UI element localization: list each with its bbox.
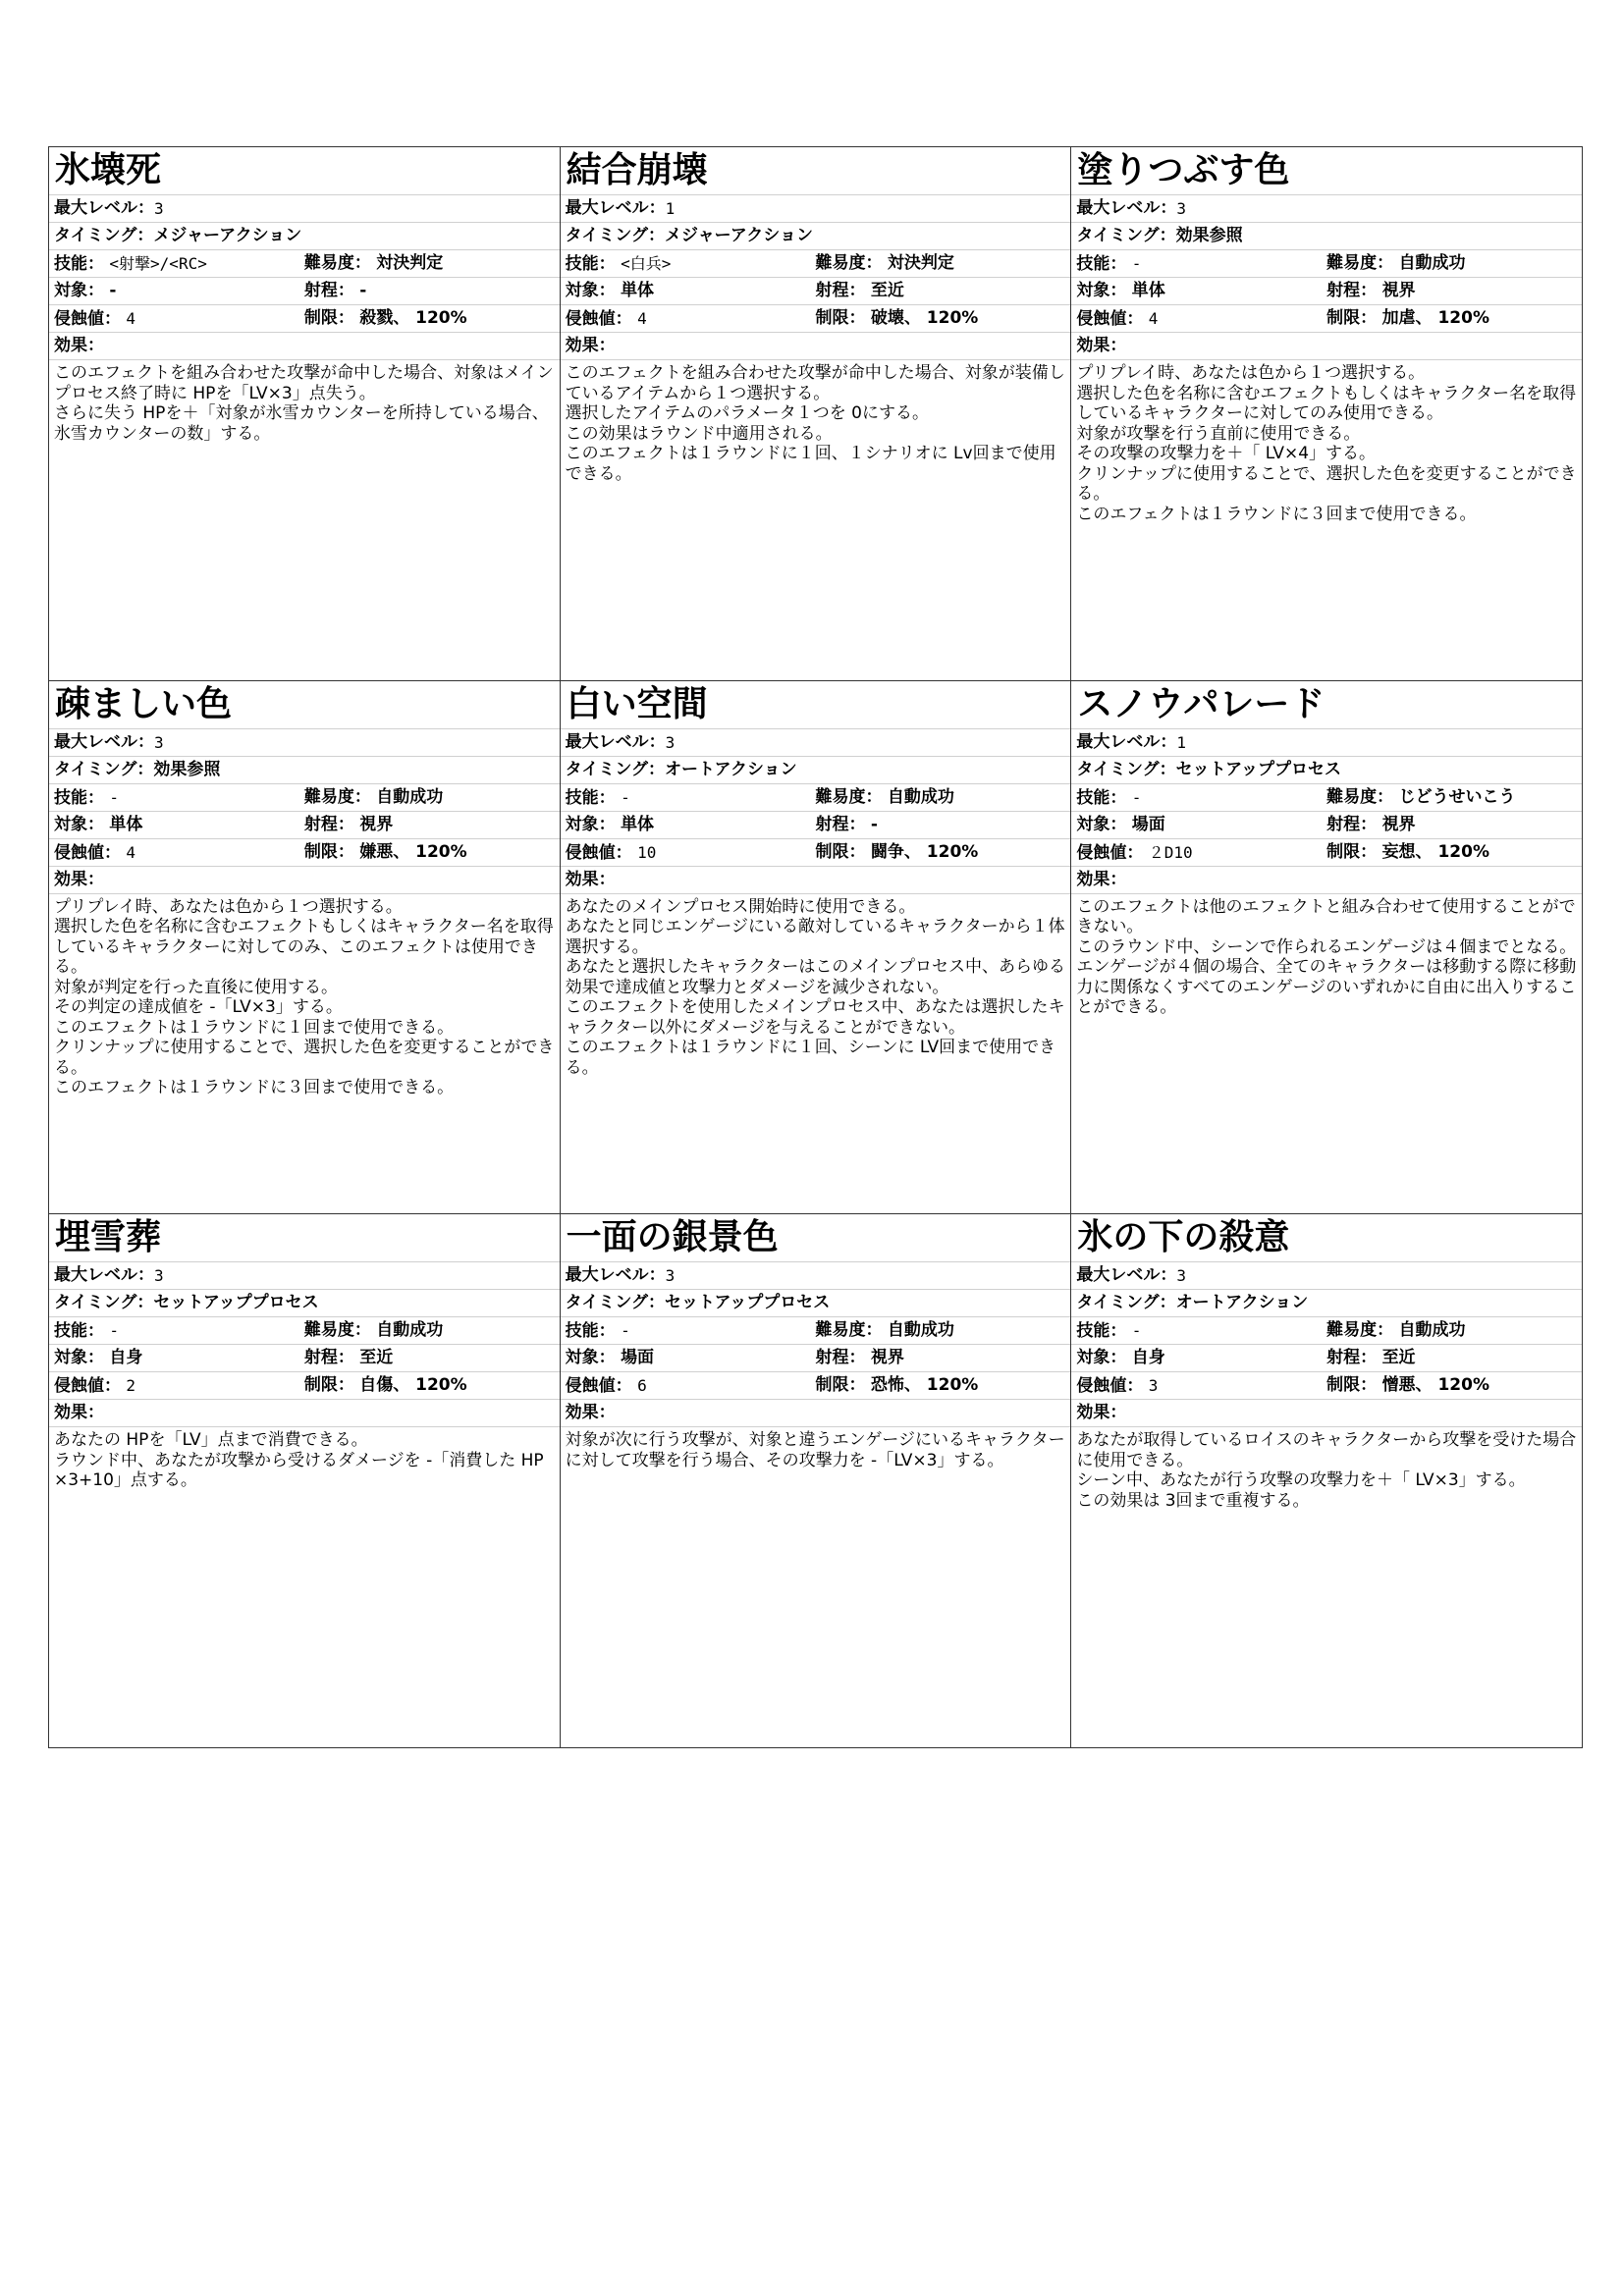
target-value: 場面 [621,1348,655,1368]
card-title: 氷壊死 [49,147,560,195]
skill-value: - [1131,254,1142,273]
max-level-row [561,1262,1071,1290]
timing-label: タイミング： [565,759,665,779]
limit-value: 闘争、 120% [870,841,979,862]
difficulty-label: 難易度： [303,786,371,807]
range-value: 至近 [1381,1348,1416,1368]
skill-value: <白兵> [621,254,672,273]
range-cell [1326,812,1577,838]
effect-label: 効果： [565,1403,616,1423]
effect-description: プリプレイ時、あなたは色から１つ選択する。 選択した色を名称に含むエフェクトもしくはキャラクター名を取得しているキャラクターに対してのみ、このエフェクトは使用できる。 対象が判定を行った直後に使用する。 その判定の達成値を -「LV×3」する。 このエフェクトは１ラウンドに１回まで使用できる。 クリンナップに使用することで、選択した色を変更することができる。 このエフェクトは１ラウンドに３回まで使用できる。 [54,896,555,1098]
erosion-value: 3 [1148,1376,1159,1396]
target-range-row [49,278,560,305]
erosion-limit-row [1071,305,1582,333]
max-level-row [49,195,560,223]
effect-card [561,1214,1072,1748]
target-value: 自身 [1131,1348,1165,1368]
target-cell [566,278,816,304]
timing-value: オートアクション [664,759,797,779]
effect-description: プリプレイ時、あなたは色から１つ選択する。 選択した色を名称に含むエフェクトもしくはキャラクター名を取得しているキャラクターに対してのみ使用できる。 対象が攻撃を行う直前に使用できる。 その攻撃の攻撃力を＋「 LV×4」する。 クリンナップに使用することで、選択した色を変更することができる。 このエフェクトは１ラウンドに３回まで使用できる。 [1076,363,1577,524]
target-range-row [561,278,1071,305]
limit-value: 殺戮、 120% [359,308,467,328]
card-title: 一面の銀景色 [561,1214,1071,1262]
limit-label: 制限： [815,841,866,862]
target-cell [54,1345,304,1371]
card-title: 埋雪葬 [49,1214,560,1262]
erosion-limit-row [49,1372,560,1400]
erosion-limit-row [561,839,1071,867]
effect-description: このエフェクトを組み合わせた攻撃が命中した場合、対象が装備しているアイテムから１つ選択する。 選択したアイテムのパラメータ１つを 0にする。 この効果はラウンド中適用される。 このエフェクトは１ラウンドに１回、１シナリオに Lv回まで使用できる。 [565,363,1065,484]
skill-cell [54,784,304,811]
limit-cell [1326,305,1577,332]
target-value: 単体 [1131,281,1165,300]
erosion-limit-row [561,1372,1071,1400]
skill-cell [1076,1317,1326,1344]
target-value: 単体 [621,814,655,834]
skill-cell [566,250,816,277]
max-level-value: 3 [1176,199,1186,218]
difficulty-cell [304,784,555,811]
difficulty-label: 難易度： [1326,1320,1394,1341]
skill-value: - [109,787,120,807]
limit-label: 制限： [303,1375,354,1396]
timing-value: セットアッププロセス [664,1293,831,1313]
range-value: 視界 [1381,814,1416,834]
target-range-row [1071,1345,1582,1372]
max-level-label: 最大レベル： [54,731,154,752]
range-label: 射程： [1326,1348,1378,1368]
max-level-label: 最大レベル： [1076,731,1177,752]
target-cell [566,812,816,838]
effect-card [1071,147,1583,681]
difficulty-value: 自動成功 [1398,1320,1466,1341]
card-title: 塗りつぶす色 [1071,147,1582,195]
limit-cell [1326,839,1577,866]
effect-description: このエフェクトは他のエフェクトと組み合わせて使用することができない。 このラウンド中、シーンで作られるエンゲージは４個までとなる。 エンゲージが４個の場合、全てのキャラクターは移動する際に移動力に関係なくすべてのエンゲージのいずれかに自由に出入りすることができる。 [1076,896,1577,1018]
max-level-value: 1 [665,199,676,218]
target-value: 単体 [621,281,655,300]
erosion-value: 4 [1148,309,1159,328]
difficulty-value: 自動成功 [376,786,444,807]
difficulty-cell [304,250,555,277]
erosion-label: 侵蝕値： [54,842,121,863]
effect-label: 効果： [1076,336,1127,355]
effect-card-grid [48,146,1583,1748]
erosion-cell [566,839,816,866]
limit-cell [815,839,1065,866]
card-title: 結合崩壊 [561,147,1071,195]
max-level-label: 最大レベル： [54,1265,154,1286]
skill-value: - [109,1321,120,1341]
effect-label: 効果： [565,869,616,889]
timing-value: メジャーアクション [153,226,302,245]
limit-label: 制限： [1326,308,1378,328]
range-label: 射程： [815,814,866,834]
skill-difficulty-row [561,784,1071,812]
card-title: 氷の下の殺意 [1071,1214,1582,1262]
timing-value: セットアッププロセス [1175,759,1341,779]
timing-value: 効果参照 [153,759,221,779]
max-level-row [49,1262,560,1290]
difficulty-value: 自動成功 [376,1320,444,1341]
card-title: 白い空間 [561,681,1071,729]
difficulty-label: 難易度： [815,253,883,273]
erosion-cell [566,305,816,332]
skill-difficulty-row [561,1317,1071,1345]
max-level-row [561,729,1071,757]
limit-value: 嫌悪、 120% [359,841,467,862]
timing-row [49,223,560,250]
target-range-row [49,1345,560,1372]
timing-row [561,223,1071,250]
effect-description: あなたの HPを「LV」点まで消費できる。 ラウンド中、あなたが攻撃から受けるダメージを -「消費した HP×3+10」点する。 [54,1430,544,1491]
limit-value: 破壊、 120% [870,308,979,328]
effect-header-row [1071,1400,1582,1427]
max-level-value: 3 [665,732,676,752]
card-title: 疎ましい色 [49,681,560,729]
max-level-row [1071,195,1582,223]
limit-value: 加虐、 120% [1381,308,1489,328]
max-level-row [1071,1262,1582,1290]
erosion-limit-row [1071,1372,1582,1400]
timing-row [49,1290,560,1317]
skill-value: - [621,1321,630,1341]
skill-label: 技能： [565,787,616,808]
skill-cell [566,1317,816,1344]
effect-card [561,681,1072,1215]
erosion-cell [1076,1372,1326,1399]
erosion-label: 侵蝕値： [1076,842,1144,863]
max-level-value: 3 [154,732,164,752]
target-value: - [109,281,117,300]
effect-card [1071,1214,1583,1748]
range-value: 視界 [359,814,394,834]
effect-label: 効果： [54,336,104,355]
skill-label: 技能： [54,1321,104,1342]
skill-value: - [1131,1321,1142,1341]
skill-cell [1076,250,1326,277]
range-value: - [359,281,367,300]
timing-label: タイミング： [1076,226,1176,245]
timing-label: タイミング： [54,759,154,779]
limit-value: 憎悪、 120% [1381,1375,1489,1396]
difficulty-value: 自動成功 [887,786,954,807]
max-level-label: 最大レベル： [54,198,154,218]
effect-description: あなたのメインプロセス開始時に使用できる。 あなたと同じエンゲージにいる敵対しているキャラクターから１体選択する。 あなたと選択したキャラクターはこのメインプロセス中、あらゆる効果で達成値と攻撃力とダメージを減少されない。 このエフェクトを使用したメインプロセス中、あなたは選択したキャラクター以外にダメージを与えることができない。 このエフェクトは１ラウンドに１回、シーンに LV回まで使用できる。 [565,896,1065,1078]
erosion-value: ２D10 [1148,842,1193,862]
skill-difficulty-row [1071,784,1582,812]
timing-label: タイミング： [54,226,154,245]
skill-label: 技能： [54,787,104,808]
effect-header-row [49,867,560,894]
range-label: 射程： [1326,814,1378,834]
difficulty-label: 難易度： [1326,786,1394,807]
range-value: 視界 [870,1348,904,1368]
target-label: 対象： [1076,814,1127,834]
difficulty-cell [815,784,1065,811]
timing-value: 効果参照 [1175,226,1243,245]
erosion-cell [54,839,304,866]
skill-label: 技能： [54,254,104,274]
effect-card [49,1214,561,1748]
target-cell [54,278,304,304]
skill-difficulty-row [49,1317,560,1345]
erosion-value: 6 [637,1376,647,1396]
target-range-row [561,1345,1071,1372]
target-range-row [561,812,1071,839]
max-level-label: 最大レベル： [565,198,666,218]
erosion-cell [1076,305,1326,332]
erosion-limit-row [561,305,1071,333]
card-title: スノウパレード [1071,681,1582,729]
range-cell [1326,278,1577,304]
target-label: 対象： [565,281,616,300]
skill-difficulty-row [561,250,1071,278]
limit-label: 制限： [815,1375,866,1396]
timing-value: メジャーアクション [664,226,813,245]
skill-cell [566,784,816,811]
max-level-value: 3 [665,1266,676,1286]
limit-label: 制限： [1326,841,1378,862]
target-label: 対象： [565,1348,616,1368]
erosion-cell [566,1372,816,1399]
erosion-value: 10 [637,842,657,862]
erosion-label: 侵蝕値： [565,842,632,863]
effect-label: 効果： [565,336,616,355]
range-value: - [870,814,878,834]
erosion-limit-row [49,839,560,867]
timing-label: タイミング： [1076,759,1176,779]
target-label: 対象： [1076,1348,1127,1368]
timing-label: タイミング： [565,1293,665,1313]
limit-cell [1326,1372,1577,1399]
target-value: 場面 [1131,814,1165,834]
target-cell [54,812,304,838]
target-label: 対象： [54,281,104,300]
target-cell [1076,278,1326,304]
max-level-value: 3 [154,1266,164,1286]
timing-row [561,757,1071,784]
difficulty-cell [1326,784,1577,811]
erosion-label: 侵蝕値： [565,309,632,329]
timing-label: タイミング： [1076,1293,1176,1313]
range-cell [1326,1345,1577,1371]
effect-label: 効果： [54,1403,104,1423]
effect-header-row [561,333,1071,360]
target-range-row [1071,812,1582,839]
effect-description: あなたが取得しているロイスのキャラクターから攻撃を受けた場合に使用できる。 シーン中、あなたが行う攻撃の攻撃力を＋「 LV×3」する。 この効果は 3回まで重複する。 [1076,1430,1577,1511]
range-label: 射程： [303,1348,354,1368]
timing-row [561,1290,1071,1317]
skill-cell [1076,784,1326,811]
erosion-cell [54,1372,304,1399]
range-value: 至近 [870,281,904,300]
target-label: 対象： [54,1348,104,1368]
skill-difficulty-row [1071,250,1582,278]
range-label: 射程： [303,814,354,834]
effect-header-row [49,1400,560,1427]
target-label: 対象： [54,814,104,834]
difficulty-cell [1326,250,1577,277]
skill-difficulty-row [1071,1317,1582,1345]
difficulty-cell [815,250,1065,277]
max-level-label: 最大レベル： [565,731,666,752]
limit-label: 制限： [303,308,354,328]
timing-label: タイミング： [54,1293,154,1313]
effect-description: 対象が次に行う攻撃が、対象と違うエンゲージにいるキャラクターに対して攻撃を行う場合、その攻撃力を -「LV×3」する。 [565,1430,1065,1470]
limit-label: 制限： [815,308,866,328]
range-cell [815,1345,1065,1371]
max-level-label: 最大レベル： [565,1265,666,1286]
skill-value: <射撃>/<RC> [109,254,207,273]
max-level-row [49,729,560,757]
skill-cell [54,250,304,277]
target-cell [566,1345,816,1371]
max-level-value: 3 [1176,1266,1186,1286]
erosion-label: 侵蝕値： [54,1376,121,1397]
timing-label: タイミング： [565,226,665,245]
skill-label: 技能： [1076,1321,1127,1342]
skill-label: 技能： [1076,254,1127,274]
limit-value: 自傷、 120% [359,1375,467,1396]
range-value: 至近 [359,1348,394,1368]
target-range-row [1071,278,1582,305]
effect-label: 効果： [1076,869,1127,889]
difficulty-cell [815,1317,1065,1344]
timing-value: オートアクション [1175,1293,1309,1313]
timing-row [1071,757,1582,784]
erosion-value: 2 [126,1376,136,1396]
timing-row [1071,223,1582,250]
difficulty-label: 難易度： [1326,253,1394,273]
effect-header-row [1071,867,1582,894]
erosion-value: 4 [126,842,136,862]
range-label: 射程： [303,281,354,300]
range-value: 視界 [1381,281,1416,300]
difficulty-cell [1326,1317,1577,1344]
timing-value: セットアッププロセス [153,1293,319,1313]
difficulty-label: 難易度： [303,1320,371,1341]
skill-cell [54,1317,304,1344]
range-cell [815,278,1065,304]
erosion-cell [54,305,304,332]
effect-label: 効果： [1076,1403,1127,1423]
skill-label: 技能： [565,254,616,274]
range-cell [304,1345,555,1371]
effect-card [49,147,561,681]
erosion-cell [1076,839,1326,866]
difficulty-value: 自動成功 [1398,253,1466,273]
difficulty-label: 難易度： [815,1320,883,1341]
effect-header-row [561,1400,1071,1427]
limit-value: 恐怖、 120% [870,1375,979,1396]
limit-cell [815,1372,1065,1399]
erosion-limit-row [49,305,560,333]
skill-value: - [621,787,630,807]
difficulty-label: 難易度： [303,253,371,273]
max-level-row [1071,729,1582,757]
limit-label: 制限： [303,841,354,862]
difficulty-value: じどうせいこう [1398,786,1516,807]
erosion-limit-row [1071,839,1582,867]
max-level-label: 最大レベル： [1076,1265,1177,1286]
erosion-value: 4 [637,309,647,328]
limit-cell [304,1372,555,1399]
effect-card [1071,681,1583,1215]
skill-label: 技能： [1076,787,1127,808]
erosion-label: 侵蝕値： [1076,1376,1144,1397]
skill-value: - [1131,787,1142,807]
target-range-row [49,812,560,839]
timing-row [49,757,560,784]
effect-card [49,681,561,1215]
difficulty-cell [304,1317,555,1344]
target-label: 対象： [565,814,616,834]
limit-cell [815,305,1065,332]
target-value: 単体 [109,814,143,834]
range-label: 射程： [815,1348,866,1368]
difficulty-value: 自動成功 [887,1320,954,1341]
max-level-value: 3 [154,199,164,218]
erosion-label: 侵蝕値： [1076,309,1144,329]
range-cell [815,812,1065,838]
effect-card [561,147,1072,681]
erosion-label: 侵蝕値： [565,1376,632,1397]
effect-header-row [1071,333,1582,360]
timing-row [1071,1290,1582,1317]
range-cell [304,278,555,304]
difficulty-value: 対決判定 [887,253,954,273]
target-value: 自身 [109,1348,143,1368]
limit-value: 妄想、 120% [1381,841,1489,862]
effect-label: 効果： [54,869,104,889]
max-level-label: 最大レベル： [1076,198,1177,218]
skill-difficulty-row [49,250,560,278]
limit-cell [304,839,555,866]
range-label: 射程： [815,281,866,300]
skill-difficulty-row [49,784,560,812]
max-level-row [561,195,1071,223]
limit-cell [304,305,555,332]
difficulty-label: 難易度： [815,786,883,807]
max-level-value: 1 [1176,732,1186,752]
effect-description: このエフェクトを組み合わせた攻撃が命中した場合、対象はメインプロセス終了時に HPを「LV×3」点失う。 さらに失う HPを＋「対象が氷雪カウンターを所持している場合、氷雪カウンターの数」する。 [54,363,554,444]
range-cell [304,812,555,838]
effect-header-row [561,867,1071,894]
range-label: 射程： [1326,281,1378,300]
erosion-value: 4 [126,309,136,328]
difficulty-value: 対決判定 [376,253,444,273]
erosion-label: 侵蝕値： [54,309,121,329]
skill-label: 技能： [565,1321,616,1342]
target-label: 対象： [1076,281,1127,300]
effect-header-row [49,333,560,360]
limit-label: 制限： [1326,1375,1378,1396]
target-cell [1076,812,1326,838]
target-cell [1076,1345,1326,1371]
